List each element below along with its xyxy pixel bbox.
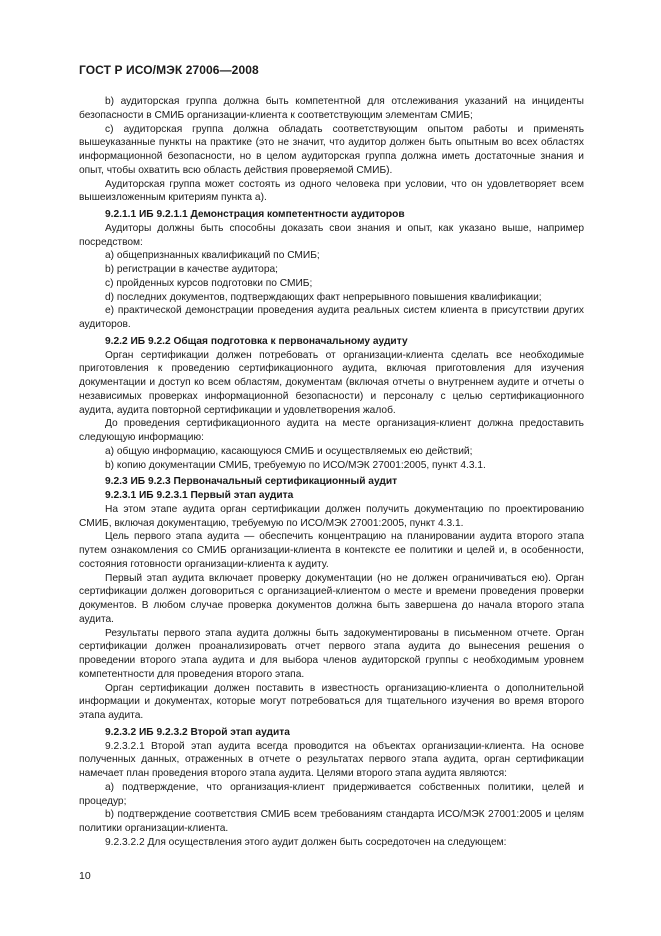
list-item: а) общепризнанных квалификаций по СМИБ; xyxy=(105,250,320,262)
paragraph: Результаты первого этапа аудита должны быть задокументированы в письменном отчете. Орган сертификации должен проанализировать отчет первого этапа аудита до вынесения решения о проведении второго этапа аудита и для выбора членов аудиторской группы с необходимым уровнем компетентности для проведения второго этапа. xyxy=(79,627,584,680)
list-item: d) последних документов, подтверждающих факт непрерывного повышения квалификации; xyxy=(105,291,542,303)
paragraph: 9.2.3.2.2 Для осуществления этого аудит должен быть сосредоточен на следующем: xyxy=(105,836,507,848)
paragraph: c) аудиторская группа должна обладать соответствующим опытом работы и применять вышеуказанные пункты на практике (это не значит, что аудитор должен быть опытным во всех областях информационной безопасности, но в целом аудиторская группа должна иметь достаточные знания и опыт, чтобы охватить всю область действия проверяемой СМИБ). xyxy=(79,123,584,176)
paragraph: Первый этап аудита включает проверку документации (но не должен ограничиваться ею). Орган сертификации должен договориться с организацией-клиентом о месте и времени проведения проверки документов. В любом случае проверка документов должна быть завершена до начала второго этапа аудита. xyxy=(79,572,584,625)
list-item: b) копию документации СМИБ, требуемую по ИСО/МЭК 27001:2005, пункт 4.3.1. xyxy=(105,459,486,471)
page-number: 10 xyxy=(79,870,91,882)
subsection-heading: 9.2.3.1 ИБ 9.2.3.1 Первый этап аудита xyxy=(105,490,294,501)
list-item: а) подтверждение, что организация-клиент придерживается собственных политики, целей и процедур; xyxy=(79,781,584,807)
paragraph: 9.2.3.2.1 Второй этап аудита всегда проводится на объектах организации-клиента. На основе полученных данных, отраженных в отчете о результатах первого этапа аудита, орган сертификации намечает план проведения второго этапа аудита. Целями второго этапа аудита являются: xyxy=(79,740,584,779)
paragraph: Орган сертификации должен потребовать от организации-клиента сделать все необходимые приготовления к проведению сертификационного аудита, включая приготовления для изучения документации и доступ ко всем областям, документам (включая отчеты о внутреннем аудите и отчеты о независимых проверках информационной безопасности) и персоналу с целью сертификационного аудита, аудита повторной сертификации и удовлетворения жалоб. xyxy=(79,349,584,416)
page-header: ГОСТ Р ИСО/МЭК 27006—2008 xyxy=(79,63,259,77)
list-item: b) подтверждение соответствия СМИБ всем требованиям стандарта ИСО/МЭК 27001:2005 и целям политики организации-клиента. xyxy=(79,809,584,834)
subsection-heading: 9.2.3.2 ИБ 9.2.3.2 Второй этап аудита xyxy=(105,726,290,738)
page-body xyxy=(79,95,584,850)
section-heading: 9.2.3 ИБ 9.2.3 Первоначальный сертификационный аудит xyxy=(105,476,398,488)
list-item: а) общую информацию, касающуюся СМИБ и осуществляемых ею действий; xyxy=(105,445,473,457)
list-item: e) практической демонстрации проведения аудита реальных систем клиента в присутствии других аудиторов. xyxy=(79,305,584,330)
paragraph: Орган сертификации должен поставить в известность организацию-клиента о дополнительной информации и документах, которые могут потребоваться для тщательного изучения во время второго этапа аудита. xyxy=(79,682,584,721)
list-item: c) пройденных курсов подготовки по СМИБ; xyxy=(105,277,313,289)
paragraph: Аудиторы должны быть способны доказать свои знания и опыт, как указано выше, например посредством: xyxy=(79,222,584,248)
paragraph: До проведения сертификационного аудита на месте организация-клиент должна предоставить следующую информацию: xyxy=(79,418,584,443)
paragraph: b) аудиторская группа должна быть компетентной для отслеживания указаний на инциденты безопасности в СМИБ организации-клиента к соответствующим элементам СМИБ; xyxy=(79,96,584,121)
paragraph: Аудиторская группа может состоять из одного человека при условии, что он удовлетворяет всем вышеизложенным критериям пункта а). xyxy=(79,178,584,204)
paragraph: Цель первого этапа аудита — обеспечить концентрацию на планировании аудита второго этапа путем ознакомления со СМИБ организации-клиента в контексте ее политики и целей и, в особенности, состояния готовности организации-клиента к аудиту. xyxy=(79,531,584,570)
section-heading: 9.2.1.1 ИБ 9.2.1.1 Демонстрация компетентности аудиторов xyxy=(105,209,405,220)
list-item: b) регистрации в качестве аудитора; xyxy=(105,264,278,275)
section-heading: 9.2.2 ИБ 9.2.2 Общая подготовка к первоначальному аудиту xyxy=(105,335,408,347)
paragraph: На этом этапе аудита орган сертификации должен получить документацию по проектированию СМИБ, включая документацию, требуемую по ИСО/МЭК 27001:2005, пункт 4.3.1. xyxy=(79,503,584,529)
